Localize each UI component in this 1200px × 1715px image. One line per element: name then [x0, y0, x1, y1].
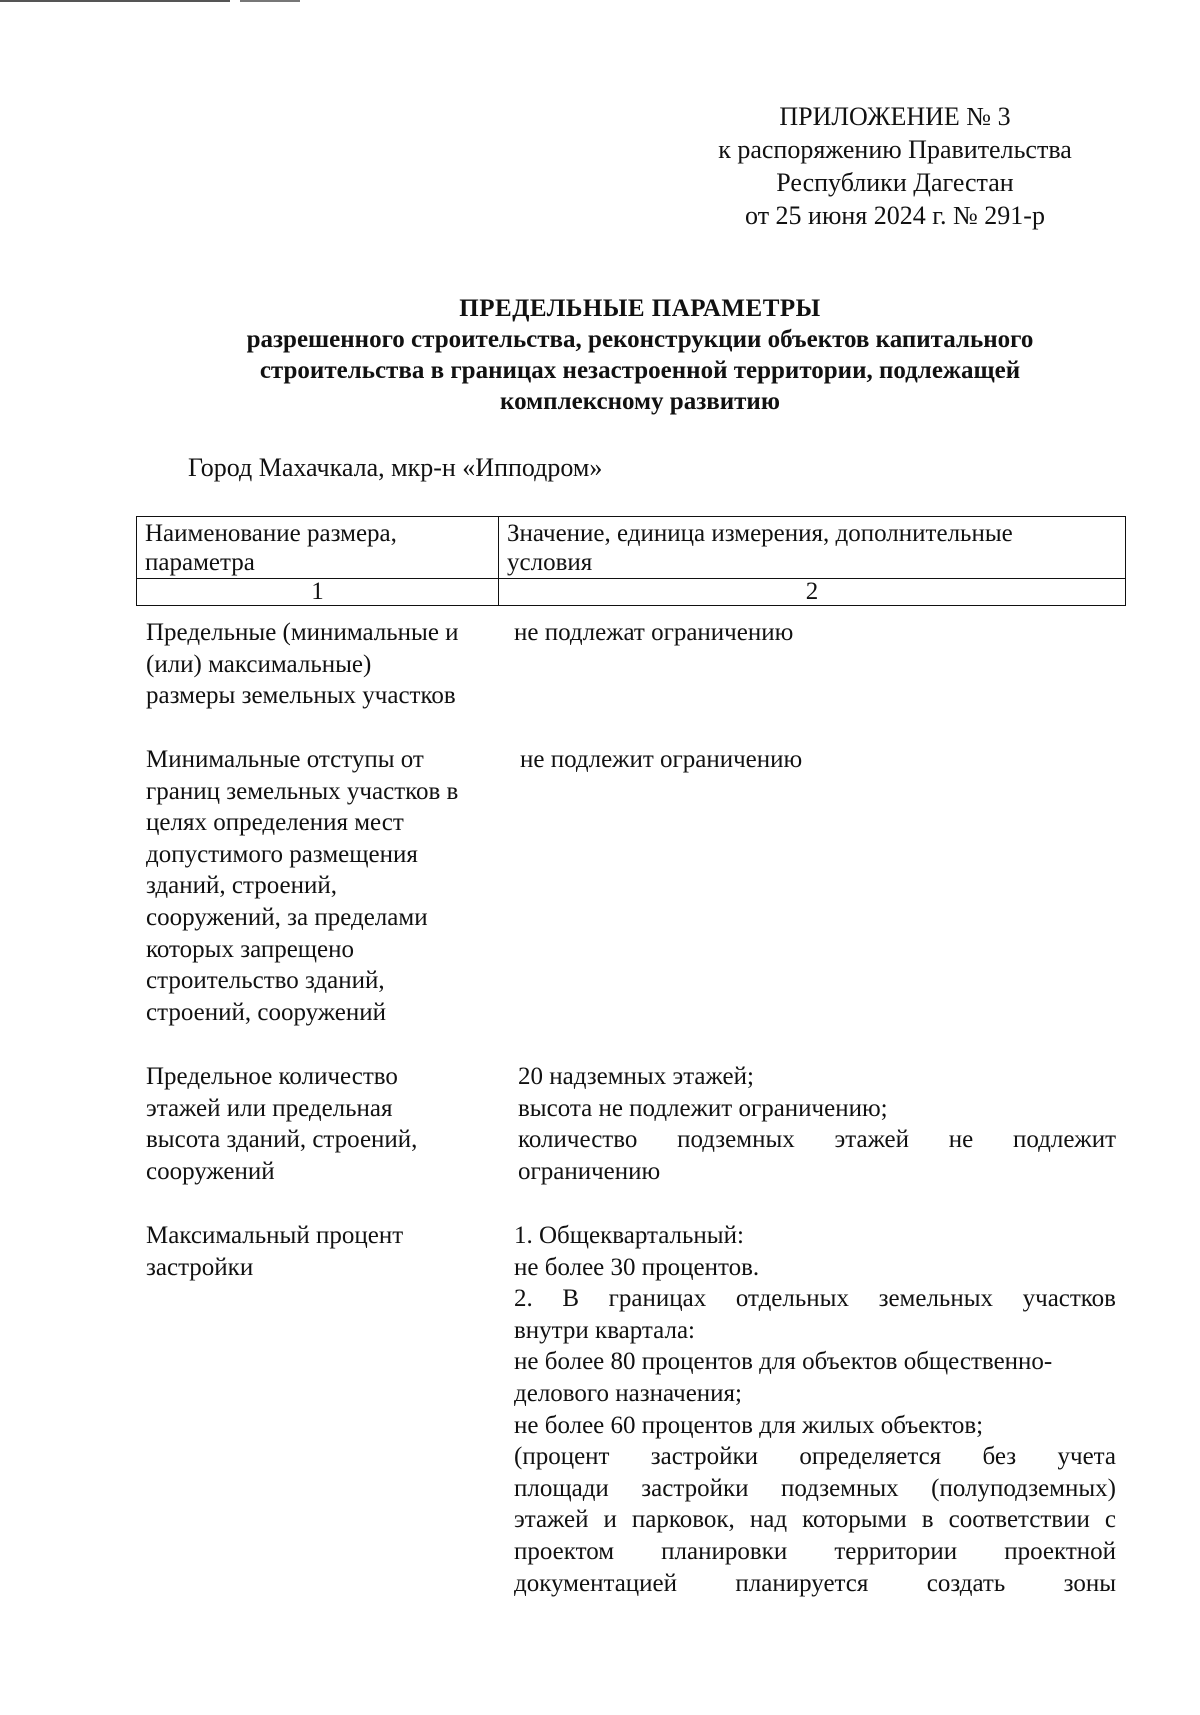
parameter-value: 1. Общеквартальный: не более 30 процентов. 2. В границах отдельных земельных участков внутри квартала: не более 80 процентов для объектов общественно- делового назначения; не более 60 процентов для жилых объектов; (процент застройки определяется без учета площади застройки подземных (полуподземных) этажей и парковок, над которыми в соответствии с проектом планировки территории проектной документацией планируется создать зоны [514, 1222, 1116, 1597]
parameters-table-header [136, 516, 1126, 606]
appendix-authority: Республики Дагестан [776, 168, 1014, 197]
parameter-value: 20 надземных этажей; высота не подлежит ограничению; количество подземных этажей не подлежит ограничению [518, 1063, 1116, 1185]
location-line: Город Махачкала, мкр-н «Ипподром» [188, 453, 603, 482]
header-name-cell: Наименование размера, параметра [137, 517, 499, 579]
table-header-row [137, 517, 1126, 579]
title-subline: строительства в границах незастроенной территории, подлежащей [259, 357, 1021, 384]
title-subline: комплексному развитию [500, 388, 780, 415]
parameter-name: Максимальный процент застройки [146, 1222, 404, 1281]
column-number-row [137, 579, 1126, 606]
parameter-name: Предельное количество этажей или предельная высота зданий, строений, сооружений [146, 1063, 418, 1185]
appendix-date: от 25 июня 2024 г. № 291-р [745, 201, 1045, 230]
title-main: ПРЕДЕЛЬНЫЕ ПАРАМЕТРЫ [459, 295, 821, 322]
scan-edge-line [240, 0, 300, 2]
parameter-name: Минимальные отступы от границ земельных участков в целях определения мест допустимого размещения зданий, строений, сооружений, за пределами которых запрещено строительство зданий, строений, сооружений [146, 746, 459, 1026]
title-subline: разрешенного строительства, реконструкции объектов капитального [246, 326, 1034, 353]
document-title [150, 293, 1130, 417]
parameter-name: Предельные (минимальные и (или) максимальные) размеры земельных участков [146, 619, 459, 710]
column-number: 1 [137, 579, 499, 606]
appendix-number: ПРИЛОЖЕНИЕ № 3 [779, 102, 1011, 131]
parameter-value: не подлежит ограничению [520, 746, 803, 773]
appendix-header [695, 100, 1095, 232]
scan-edge-line [0, 0, 230, 2]
parameter-value: не подлежат ограничению [514, 619, 794, 646]
appendix-reference: к распоряжению Правительства [718, 135, 1072, 164]
column-number: 2 [499, 579, 1126, 606]
header-value-cell: Значение, единица измерения, дополнительные условия [499, 517, 1126, 579]
